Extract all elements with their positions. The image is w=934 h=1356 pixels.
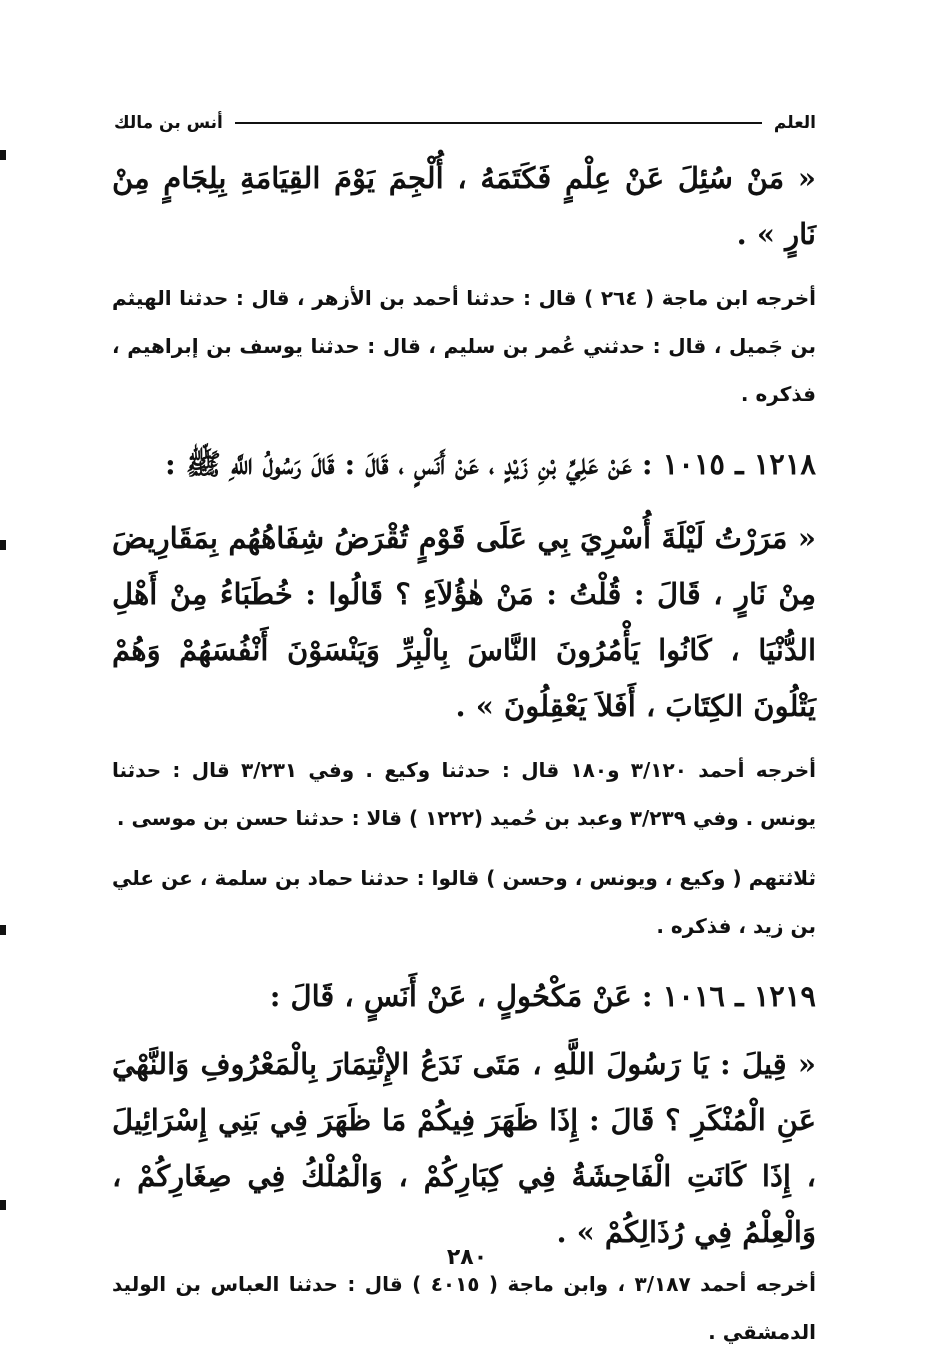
header-rule [235, 122, 762, 124]
scan-edge-mark [0, 540, 6, 550]
hadith-text: « مَرَرْتُ لَيْلَةَ أُسْرِيَ بِي عَلَى قَوْمٍ تُقْرَضُ شِفَاهُهُم بِمَقَارِيضَ مِنْ نَارٍ ، قَالَ : قُلْتُ : مَنْ هٰؤُلاَءِ ؟ قَالُوا : خُطَبَاءُ مِنْ أَهْلِ الدُّنْيَا ، كَانُوا يَأْمُرُونَ النَّاسَ بِالْبِرِّ وَيَنْسَوْنَ أَنْفُسَهُمْ وَهُمْ يَتْلُونَ الكِتَابَ ، أَفَلاَ يَعْقِلُونَ » . [112, 521, 816, 723]
running-header [114, 108, 816, 138]
takhrij-note: أخرجه أحمد ٣/١٢٠ و١٨٠ قال : حدثنا وكيع . وفي ٣/٢٣١ قال : حدثنا يونس . وفي ٣/٢٣٩ وعبد بن حُميد (١٢٢٢ ) قالا : حدثنا حسن بن موسى . [112, 758, 816, 830]
page-content [112, 150, 816, 1356]
scan-edge-mark [0, 1200, 6, 1210]
scan-edge-mark [0, 925, 6, 935]
hadith-heading: ١٢١٨ ـ ١٠١٥ : عَنْ عَلِيِّ بْنِ زَيْدٍ ، عَنْ أَنَسٍ ، قَالَ : قَالَ رَسُولُ اللَّهِ ﷺ : [165, 447, 816, 481]
hadith-text: « مَنْ سُئِلَ عَنْ عِلْمٍ فَكَتَمَهُ ، أُلْجِمَ يَوْمَ القِيَامَةِ بِلِجَامٍ مِنْ نَارٍ » . [112, 161, 816, 251]
takhrij-note: أخرجه ابن ماجة ( ٢٦٤ ) قال : حدثنا أحمد بن الأزهر ، قال : حدثنا الهيثم بن جَميل ، قال : حدثني عُمر بن سليم ، قال : حدثنا يوسف بن إبراهيم ، فذكره . [112, 286, 816, 406]
section-title: العلم [773, 113, 816, 133]
takhrij-note: أخرجه أحمد ٣/١٨٧ ، وابن ماجة ( ٤٠١٥ ) قال : حدثنا العباس بن الوليد الدمشقي . [112, 1272, 816, 1344]
page-number: ٢٨٠ [446, 1245, 488, 1270]
hadith-heading: ١٢١٩ ـ ١٠١٦ : عَنْ مَكْحُولٍ ، عَنْ أَنَسٍ ، قَالَ : [269, 979, 816, 1013]
takhrij-note: ثلاثتهم ( وكيع ، ويونس ، وحسن ) قالوا : حدثنا حماد بن سلمة ، عن علي بن زيد ، فذكره . [112, 866, 816, 938]
hadith-text: « قِيلَ : يَا رَسُولَ اللَّهِ ، مَتَى نَدَعُ الإِئْتِمَارَ بِالْمَعْرُوفِ وَالنَّهْيَ عَنِ الْمُنْكَرِ ؟ قَالَ : إِذَا ظَهَرَ فِيكُمْ مَا ظَهَرَ فِي بَنِي إِسْرَائِيلَ ، إِذَا كَانَتِ الْفَاحِشَةُ فِي كِبَارِكُمْ ، وَالْمُلْكُ فِي صِغَارِكُمْ ، وَالْعِلْمُ فِي رُذَالِكُمْ » . [112, 1047, 816, 1249]
narrator-name: أنس بن مالك [114, 113, 223, 133]
scan-edge-mark [0, 150, 6, 160]
